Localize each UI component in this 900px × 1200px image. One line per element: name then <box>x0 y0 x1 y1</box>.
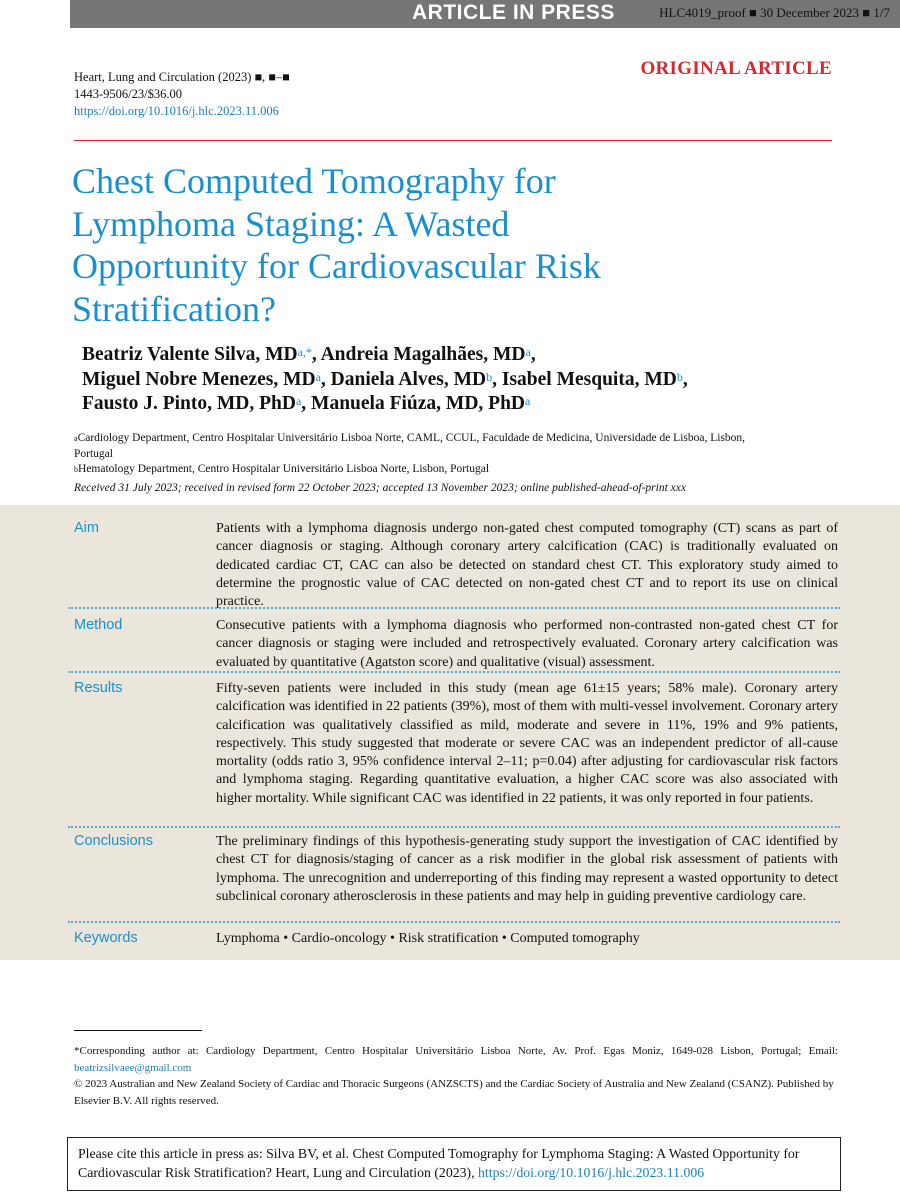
received-dates: Received 31 July 2023; received in revised form 22 October 2023; accepted 13 November 2023; online published-ahead-of-print xxx <box>74 482 686 494</box>
author-name: Manuela Fiúza, MD, PhD <box>311 393 525 414</box>
abstract-text: Patients with a lymphoma diagnosis undergo non-gated chest computed tomography (CT) scans as part of cancer diagnosis or staging. Although coronary artery calcification (CAC) is traditionally evaluated on dedicated cardiac CT, CAC can also be detected on standard chest CT. This exploratory study aimed to determine the prognostic value of CAC detected on non-gated chest CT and to report its use on clinical practice. <box>216 521 838 610</box>
journal-issn: 1443-9506/23/$36.00 <box>74 87 182 101</box>
author-affil-mark: b <box>486 369 493 384</box>
abstract-label: Conclusions <box>74 833 153 849</box>
citation-doi-link[interactable]: https://doi.org/10.1016/j.hlc.2023.11.006 <box>478 1165 705 1180</box>
affiliations <box>74 431 774 478</box>
author-name: Miguel Nobre Menezes, MD <box>82 368 316 390</box>
author-name: Daniela Alves, MD <box>330 368 487 390</box>
copyright-notice: © 2023 Australian and New Zealand Society of Cardiac and Thoracic Surgeons (ANZSCTS) and the Cardiac Society of Australia and New Zealand (CSANZ). Published by Elsevier B.V. All rights reserved. <box>74 1078 834 1107</box>
abstract-label: Keywords <box>74 930 138 946</box>
section-divider <box>68 671 840 673</box>
section-divider <box>68 607 840 609</box>
affiliation-b: $^b$Hematology Department, Centro Hospitalar Universitário Lisboa Norte, Lisbon, Portugal <box>74 463 490 475</box>
journal-info <box>74 69 290 120</box>
author-name: Isabel Mesquita, MD <box>501 368 677 390</box>
author-affil-mark: a,* <box>297 345 312 359</box>
header-rule <box>74 140 832 141</box>
author-affil-mark: b <box>676 369 683 384</box>
author-affil-mark: a <box>295 394 302 408</box>
affiliation-a: $^a$Cardiology Department, Centro Hospitalar Universitário Lisboa Norte, CAML, CCUL, Faculdade de Medicina, Universidade de Lisboa, Lisbon, Portugal <box>74 432 746 460</box>
author-name: Andreia Magalhães, MD <box>320 344 526 365</box>
keywords-text: Lymphoma • Cardio-oncology • Risk stratification • Computed tomography <box>216 931 640 946</box>
proof-info: HLC4019_proof ■ 30 December 2023 ■ 1/7 <box>659 5 890 20</box>
article-type: ORIGINAL ARTICLE <box>640 58 832 79</box>
section-divider <box>68 826 840 828</box>
author-affil-mark: a <box>525 345 531 359</box>
abstract-text: Fifty-seven patients were included in this study (mean age 61±15 years; 58% male). Coronary artery calcification was identified in 22 patients (39%), most of them with multi-vessel involvement. Coronary artery calcification was qualitatively classified as mild, moderate and severe in 11%, 19% and 9% patients, respectively. This study suggested that moderate or severe CAC was an independent predictor of all-cause mortality (odds ratio 3, 95% confidence interval 2–11; p=0.04) after adjusting for cardiovascular risk factors and lymphoma staging. Regarding quantitative evaluation, a higher CAC score was also associated with higher mortality. While significant CAC was identified in 22 patients, it was only reported in four patients. <box>216 681 838 806</box>
article-in-press-label: ARTICLE IN PRESS <box>412 1 615 24</box>
abstract-text: The preliminary findings of this hypothesis-generating study support the investigation of CAC identified by chest CT for diagnosis/staging of cancer as a risk modifier in the global risk assessment of patients with lymphoma. The unrecognition and underreporting of this finding may represent a wasted opportunity to detect subclinical coronary atherosclerosis in these patients and may help in guiding preventive cardiology care. <box>216 834 838 904</box>
abstract-panel <box>0 505 900 960</box>
citation-text: Please cite this article in press as: Silva BV, et al. Chest Computed Tomography for Lymphoma Staging: A Wasted Opportunity for Cardiovascular Risk Stratification? Heart, Lung and Circulation (2023), https://doi.org/10.1016/j.hlc.2023.11.006 <box>78 1146 800 1180</box>
corresponding-author-footnote: *Corresponding author at: Cardiology Department, Centro Hospitalar Universitário Lisboa Norte, Av. Prof. Egas Moniz, 1649-028 Lisbon, Portugal; Email: beatrizsilvaee@gmail.com <box>74 1045 838 1074</box>
abstract-label: Aim <box>74 520 99 536</box>
article-title: Chest Computed Tomography for Lymphoma Staging: A Wasted Opportunity for Cardiovascular Risk Stratification? <box>72 161 601 329</box>
abstract-text: Consecutive patients with a lymphoma diagnosis who performed non-contrasted non-gated chest CT for cancer diagnosis or staging were included and retrospectively evaluated. Coronary artery calcification was evaluated by quantitative (Agatston score) and qualitative (visual) assessment. <box>216 618 838 670</box>
author-affil-mark: a <box>315 369 321 384</box>
journal-doi-link[interactable]: https://doi.org/10.1016/j.hlc.2023.11.006 <box>74 104 279 118</box>
citation-box <box>67 1137 841 1191</box>
author-list: Beatriz Valente Silva, $MD^{a,*}$, Andreia Magalhães, $MD^a$, Miguel Nobre Menezes, $MD^a$, Daniela Alves, $MD^b$, Isabel Mesquita, $MD^b$, Fausto J. Pinto, MD, PhD$^a$, Manuela Fiúza, MD, PhD$^a$ <box>82 344 688 414</box>
author-affil-mark: a <box>525 394 531 408</box>
author-name: Beatriz Valente Silva, MD <box>82 344 298 365</box>
author-name: Fausto J. Pinto, MD, PhD <box>82 393 296 414</box>
author-email-link[interactable]: beatrizsilvaee@gmail.com <box>74 1061 192 1074</box>
abstract-label: Method <box>74 617 123 633</box>
section-divider <box>68 921 840 923</box>
journal-citation: Heart, Lung and Circulation (2023) ■, ■–■ <box>74 70 290 84</box>
footnote-rule <box>74 1030 202 1031</box>
abstract-label: Results <box>74 680 123 696</box>
